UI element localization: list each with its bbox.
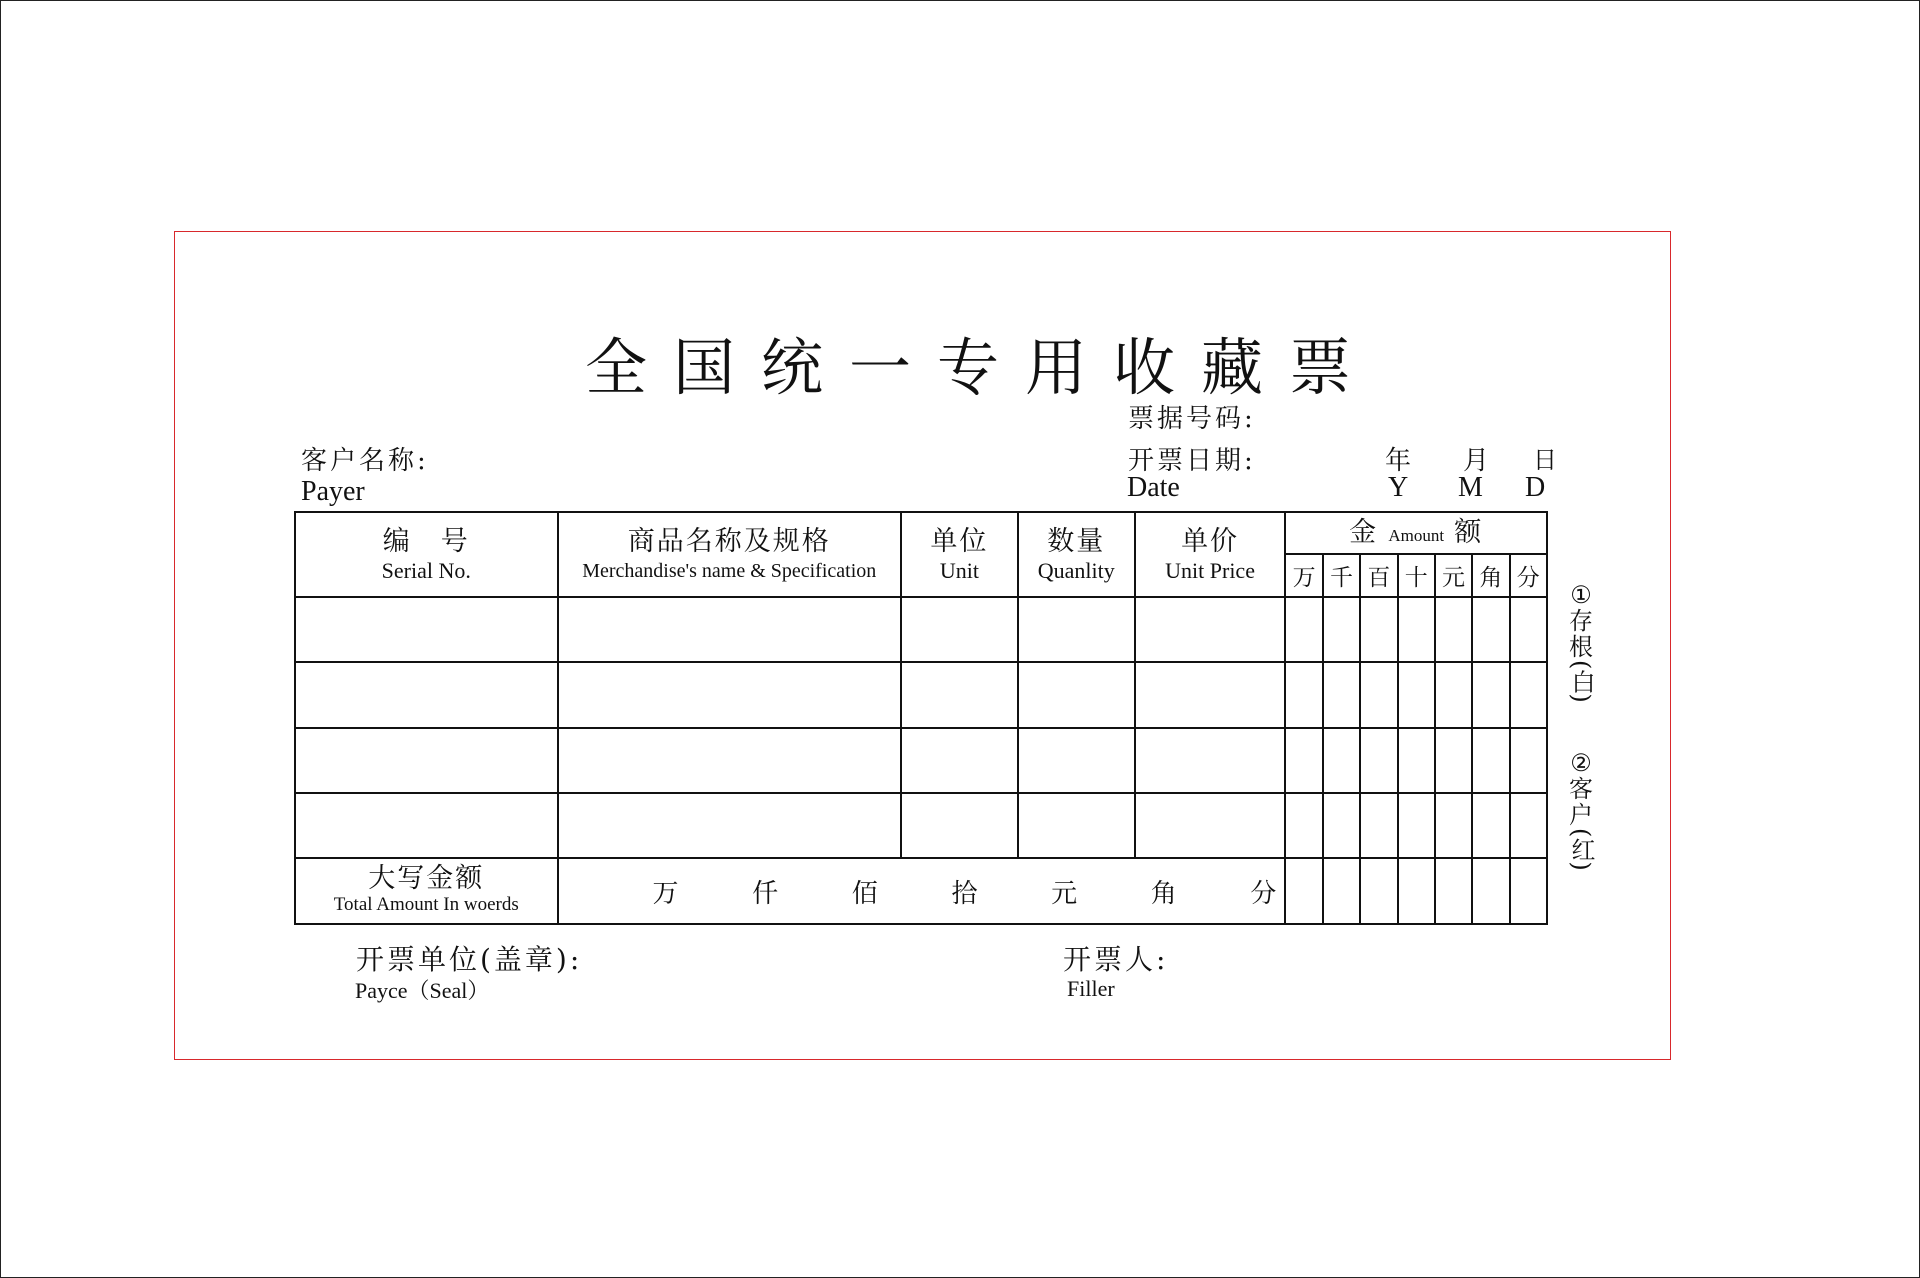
header-amount: 金 Amount 额	[1285, 512, 1547, 554]
cell[interactable]	[558, 728, 901, 793]
header-unit: 单位 Unit	[901, 512, 1018, 597]
unit-bai: 佰	[851, 878, 878, 909]
cell[interactable]	[295, 662, 558, 727]
cell[interactable]	[1360, 728, 1397, 793]
cell[interactable]	[1472, 793, 1509, 858]
customer-label-en: Payer	[301, 476, 365, 507]
cell[interactable]	[1285, 662, 1322, 727]
total-label: 大写金额 Total Amount In woerds	[295, 858, 558, 924]
cell[interactable]	[295, 597, 558, 662]
cell[interactable]	[558, 793, 901, 858]
cell[interactable]	[1018, 597, 1135, 662]
customer-label: 客户名称:	[301, 446, 429, 476]
unit-wan: 万	[652, 878, 679, 909]
cell[interactable]	[1472, 662, 1509, 727]
cell[interactable]	[1510, 662, 1547, 727]
table-row	[295, 793, 1547, 858]
header-unit-price: 单价 Unit Price	[1135, 512, 1286, 597]
cell[interactable]	[1472, 597, 1509, 662]
cell[interactable]	[1472, 728, 1509, 793]
table-row	[295, 662, 1547, 727]
digit-header: 百	[1360, 554, 1397, 596]
header-merchandise: 商品名称及规格 Merchandise's name & Specification	[558, 512, 901, 597]
cell[interactable]	[1135, 793, 1286, 858]
digit-header: 十	[1398, 554, 1435, 596]
cell[interactable]	[1398, 728, 1435, 793]
digit-header: 分	[1510, 554, 1547, 596]
cell[interactable]	[1398, 597, 1435, 662]
copy-label-customer: ② 客 户 (红)	[1567, 749, 1595, 871]
cell[interactable]	[1285, 858, 1322, 924]
issuer-label-en: Payce（Seal）	[355, 978, 490, 1003]
cell[interactable]	[901, 662, 1018, 727]
header-serial: 编 号 Serial No.	[295, 512, 558, 597]
total-words-field[interactable]	[558, 858, 1286, 924]
cell[interactable]	[1510, 728, 1547, 793]
cell[interactable]	[1472, 858, 1509, 924]
items-table	[294, 511, 1548, 925]
cell[interactable]	[1323, 597, 1360, 662]
digit-header: 角	[1472, 554, 1509, 596]
unit-jiao: 角	[1150, 878, 1177, 909]
table-row	[295, 728, 1547, 793]
cell[interactable]	[1323, 662, 1360, 727]
date-label-en: Date	[1127, 472, 1180, 503]
date-month: 月	[1463, 446, 1493, 476]
cell[interactable]	[1360, 597, 1397, 662]
cell[interactable]	[1435, 858, 1472, 924]
filler-label-en: Filler	[1067, 976, 1115, 1001]
cell[interactable]	[1135, 597, 1286, 662]
cell[interactable]	[1135, 662, 1286, 727]
header-quantity: 数量 Quanlity	[1018, 512, 1135, 597]
cell[interactable]	[558, 662, 901, 727]
cell[interactable]	[1018, 793, 1135, 858]
cell[interactable]	[1323, 793, 1360, 858]
date-day: 日	[1533, 446, 1560, 474]
cell[interactable]	[295, 793, 558, 858]
cell[interactable]	[1398, 793, 1435, 858]
date-month-en: M	[1458, 472, 1483, 503]
cell[interactable]	[295, 728, 558, 793]
cell[interactable]	[901, 597, 1018, 662]
cell[interactable]	[1435, 662, 1472, 727]
cell[interactable]	[1435, 793, 1472, 858]
cell[interactable]	[1285, 793, 1322, 858]
cell[interactable]	[1360, 858, 1397, 924]
table-row	[295, 597, 1547, 662]
total-row	[295, 858, 1547, 924]
receipt-title: 全国统一专用收藏票	[585, 331, 1378, 404]
issuer-label: 开票单位(盖章):	[356, 943, 583, 976]
digit-header: 万	[1285, 554, 1322, 596]
cell[interactable]	[1323, 858, 1360, 924]
digit-header: 千	[1323, 554, 1360, 596]
digit-header: 元	[1435, 554, 1472, 596]
unit-fen: 分	[1250, 878, 1277, 909]
cell[interactable]	[901, 793, 1018, 858]
cell[interactable]	[1135, 728, 1286, 793]
unit-qian: 仟	[752, 878, 779, 909]
cell[interactable]	[1510, 597, 1547, 662]
date-day-en: D	[1525, 472, 1546, 503]
cell[interactable]	[1398, 662, 1435, 727]
cell[interactable]	[1285, 597, 1322, 662]
cell[interactable]	[1435, 597, 1472, 662]
copy-label-stub: ① 存 根 (白)	[1567, 581, 1595, 703]
cell[interactable]	[1018, 728, 1135, 793]
cell[interactable]	[558, 597, 901, 662]
cell[interactable]	[1323, 728, 1360, 793]
cell[interactable]	[1360, 793, 1397, 858]
filler-label: 开票人:	[1063, 943, 1169, 976]
cell[interactable]	[1018, 662, 1135, 727]
cell[interactable]	[1285, 728, 1322, 793]
date-year: 年	[1385, 446, 1415, 476]
cell[interactable]	[1435, 728, 1472, 793]
unit-shi: 拾	[951, 878, 978, 909]
cell[interactable]	[901, 728, 1018, 793]
cell[interactable]	[1510, 858, 1547, 924]
receipt-no-label: 票据号码:	[1128, 404, 1256, 434]
cell[interactable]	[1398, 858, 1435, 924]
date-label: 开票日期:	[1128, 446, 1256, 476]
date-year-en: Y	[1388, 472, 1409, 503]
unit-yuan: 元	[1051, 878, 1078, 909]
cell[interactable]	[1360, 662, 1397, 727]
cell[interactable]	[1510, 793, 1547, 858]
